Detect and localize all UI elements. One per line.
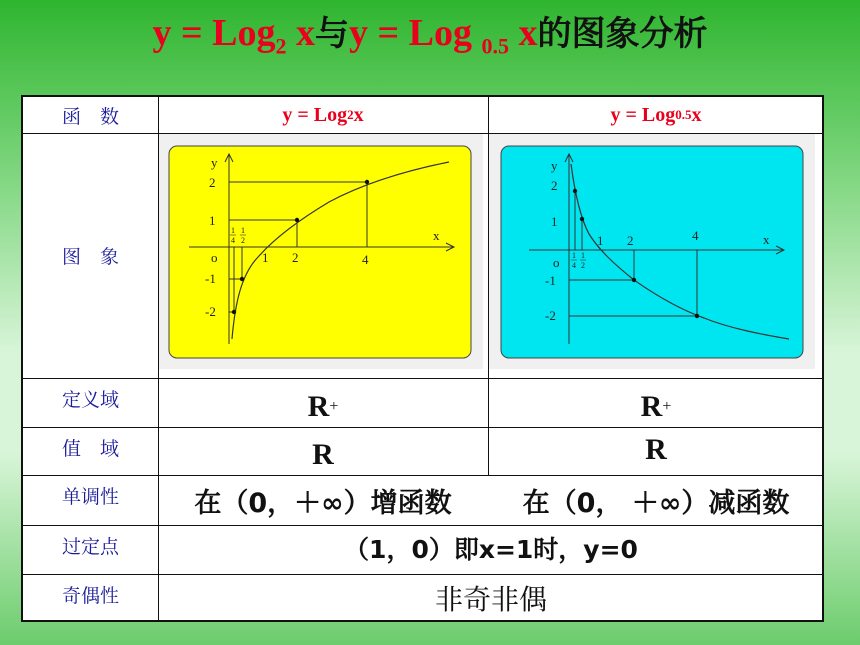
point-2	[632, 278, 636, 282]
x-axis-label: x	[433, 228, 440, 243]
point-4	[695, 314, 699, 318]
point-quarter	[573, 189, 577, 193]
row-label-parity: 奇偶性	[61, 584, 119, 607]
range-log05: R	[645, 433, 667, 466]
graph-log2-svg	[159, 134, 483, 369]
row-label-range: 值 域	[61, 437, 119, 460]
xtick-4: 4	[692, 228, 699, 243]
ytick-2: 2	[551, 178, 558, 193]
ytick-1: 1	[209, 213, 216, 228]
frac-half-den: 2	[241, 236, 245, 245]
x-axis-label: x	[763, 232, 770, 247]
parity-value: 非奇非偶	[434, 583, 547, 616]
ytick-neg2: -2	[545, 308, 556, 323]
monotonic-log2: 在（0，＋∞）增函数	[194, 488, 452, 519]
row-label-function: 函 数	[61, 105, 119, 128]
xtick-1: 1	[597, 233, 604, 248]
range-log2: R	[312, 438, 334, 471]
row-label-domain: 定义域	[61, 388, 119, 411]
column-header-log05: y = Log 0.5 x	[610, 103, 702, 126]
row-label-graph: 图 象	[61, 246, 119, 268]
monotonic-log05: 在（0， ＋∞）减函数	[522, 488, 790, 519]
origin-label: o	[211, 250, 218, 265]
column-header-log2: y = Log 2 x	[282, 103, 364, 126]
domain-log2: R +	[307, 390, 339, 423]
point-4	[365, 180, 369, 184]
graph-log05-svg	[489, 134, 815, 369]
xtick-1: 1	[262, 250, 269, 265]
graph-background-cyan	[501, 146, 803, 358]
y-axis-label: y	[211, 155, 218, 170]
origin-label: o	[553, 255, 560, 270]
graph-panel-log05	[489, 134, 815, 369]
xtick-2: 2	[292, 250, 299, 265]
row-label-fixed-point: 过定点	[61, 535, 119, 558]
page-title: y = Log$_2$ x与y = Log $_{0.5}$ x的图象分析	[152, 12, 708, 59]
point-half	[240, 277, 244, 281]
ytick-neg2: -2	[205, 304, 216, 319]
frac-quarter-num: 1	[572, 251, 576, 260]
point-2	[295, 218, 299, 222]
y-axis-label: y	[551, 158, 558, 173]
domain-log05: R +	[640, 390, 672, 423]
frac-quarter-num: 1	[231, 226, 235, 235]
frac-half-den: 2	[581, 261, 585, 270]
frac-half-num: 1	[241, 226, 245, 235]
fixed-point-value: （1，0）即x=1时，y=0	[344, 535, 638, 564]
ytick-neg1: -1	[545, 273, 556, 288]
frac-half-num: 1	[581, 251, 585, 260]
ytick-2: 2	[209, 175, 216, 190]
comparison-table	[21, 95, 824, 622]
graph-panel-log2	[159, 134, 483, 369]
point-quarter	[232, 310, 236, 314]
xtick-4: 4	[362, 252, 369, 267]
frac-quarter-den: 4	[231, 236, 235, 245]
ytick-1: 1	[551, 214, 558, 229]
row-label-monotonic: 单调性	[61, 485, 119, 508]
point-half	[580, 217, 584, 221]
ytick-neg1: -1	[205, 271, 216, 286]
frac-quarter-den: 4	[572, 261, 576, 270]
xtick-2: 2	[627, 233, 634, 248]
